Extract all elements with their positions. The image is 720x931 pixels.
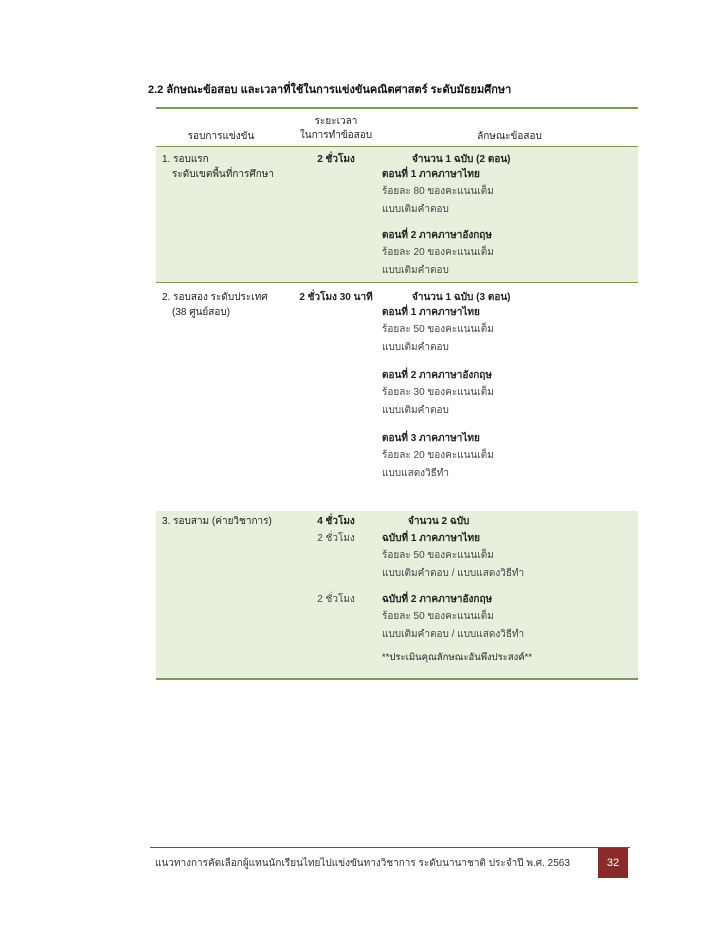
- row1-round: [162, 152, 274, 182]
- row2-round-sub: (38 ศูนย์สอบ): [172, 307, 231, 318]
- header-time-line2: ในการทำข้อสอบ: [299, 130, 373, 141]
- header-round: รอบการแข่งขัน: [187, 131, 255, 142]
- row1-part2: [382, 228, 632, 278]
- table-bottom-rule: [156, 678, 638, 680]
- row2-part1-line1: ร้อยละ 50 ของคะแนนเต็ม: [382, 324, 494, 335]
- header-time: [291, 115, 381, 143]
- row2-part3-title: ตอนที่ 3 ภาคภาษาไทย: [382, 433, 480, 444]
- row2-part1-title: ตอนที่ 1 ภาคภาษาไทย: [382, 307, 480, 318]
- row2-part2-line2: แบบเติมคำตอบ: [382, 405, 449, 416]
- section-title: 2.2 ลักษณะข้อสอบ และเวลาที่ใช้ในการแข่งขันคณิตศาสตร์ ระดับมัธยมศึกษา: [148, 84, 512, 96]
- row2-desc: [382, 290, 632, 481]
- row1-part1-title: ตอนที่ 1 ภาคภาษาไทย: [382, 169, 480, 180]
- row3-part2: [382, 592, 632, 642]
- table-row: [156, 147, 638, 282]
- row1-time: 2 ชั่วโมง: [317, 154, 355, 165]
- row1-part1: [382, 167, 632, 217]
- row2-part2-title: ตอนที่ 2 ภาคภาษาอังกฤษ: [382, 370, 492, 381]
- row3-part1-line1: ร้อยละ 50 ของคะแนนเต็ม: [382, 550, 494, 561]
- row3-round: [162, 514, 272, 529]
- row3-desc-head: จำนวน 2 ฉบับ: [408, 516, 470, 527]
- row3-part1-title: ฉบับที่ 1 ภาคภาษาไทย: [382, 533, 481, 544]
- row3-time: 4 ชั่วโมง: [317, 516, 355, 527]
- page-number: 32: [606, 857, 620, 869]
- row2-desc-head: จำนวน 1 ฉบับ (3 ตอน): [412, 292, 511, 303]
- row3-part1: [382, 531, 632, 581]
- row2-part1-line2: แบบเติมคำตอบ: [382, 342, 449, 353]
- row3-part2-title: ฉบับที่ 2 ภาคภาษาอังกฤษ: [382, 594, 493, 605]
- row3-part2-line2: แบบเติมคำตอบ / แบบแสดงวิธีทำ: [382, 629, 525, 640]
- row1-part1-line2: แบบเติมคำตอบ: [382, 204, 449, 215]
- row3-part1-line2: แบบเติมคำตอบ / แบบแสดงวิธีทำ: [382, 568, 525, 579]
- footer-rule: [150, 847, 630, 848]
- row3-part2-line1: ร้อยละ 50 ของคะแนนเต็ม: [382, 611, 494, 622]
- row2-round-title: 2. รอบสอง ระดับประเทศ: [162, 292, 268, 303]
- row2-part2: [382, 368, 632, 418]
- row2-part3-line2: แบบแสดงวิธีทำ: [382, 468, 449, 479]
- row2-part2-line1: ร้อยละ 30 ของคะแนนเต็ม: [382, 387, 494, 398]
- row1-part2-line2: แบบเติมคำตอบ: [382, 265, 449, 276]
- row3-round-title: 3. รอบสาม (ค่ายวิชาการ): [162, 516, 272, 527]
- row3-part2-time: 2 ชั่วโมง: [317, 594, 355, 605]
- row1-part2-line1: ร้อยละ 20 ของคะแนนเต็ม: [382, 247, 494, 258]
- row1-round-sub: ระดับเขตพื้นที่การศึกษา: [172, 169, 275, 180]
- row2-part3: [382, 431, 632, 481]
- table-header: [156, 109, 638, 146]
- page-number-badge: [598, 848, 628, 878]
- row2-part3-line1: ร้อยละ 20 ของคะแนนเต็ม: [382, 450, 494, 461]
- row2-time: 2 ชั่วโมง 30 นาที: [299, 292, 373, 303]
- footer-text: แนวทางการคัดเลือกผู้แทนนักเรียนไทยไปแข่งขันทางวิชาการ ระดับนานาชาติ ประจำปี พ.ศ. 2563: [155, 858, 570, 869]
- table-row: [156, 283, 638, 511]
- header-time-line1: ระยะเวลา: [314, 116, 358, 127]
- row3-desc: [382, 514, 632, 665]
- row2-part1: [382, 305, 632, 355]
- row1-part1-line1: ร้อยละ 80 ของคะแนนเต็ม: [382, 186, 494, 197]
- row2-round: [162, 290, 268, 320]
- header-desc: ลักษณะข้อสอบ: [477, 131, 542, 142]
- exam-table: [156, 107, 638, 680]
- row1-desc-head: จำนวน 1 ฉบับ (2 ตอน): [412, 154, 511, 165]
- row1-round-title: 1. รอบแรก: [162, 154, 209, 165]
- row1-desc: [382, 152, 632, 278]
- row3-part1-time: 2 ชั่วโมง: [317, 533, 355, 544]
- row1-part2-title: ตอนที่ 2 ภาคภาษาอังกฤษ: [382, 230, 492, 241]
- row3-note: **ประเมินคุณลักษณะอันพึงประสงค์**: [382, 652, 533, 663]
- table-row: [156, 511, 638, 678]
